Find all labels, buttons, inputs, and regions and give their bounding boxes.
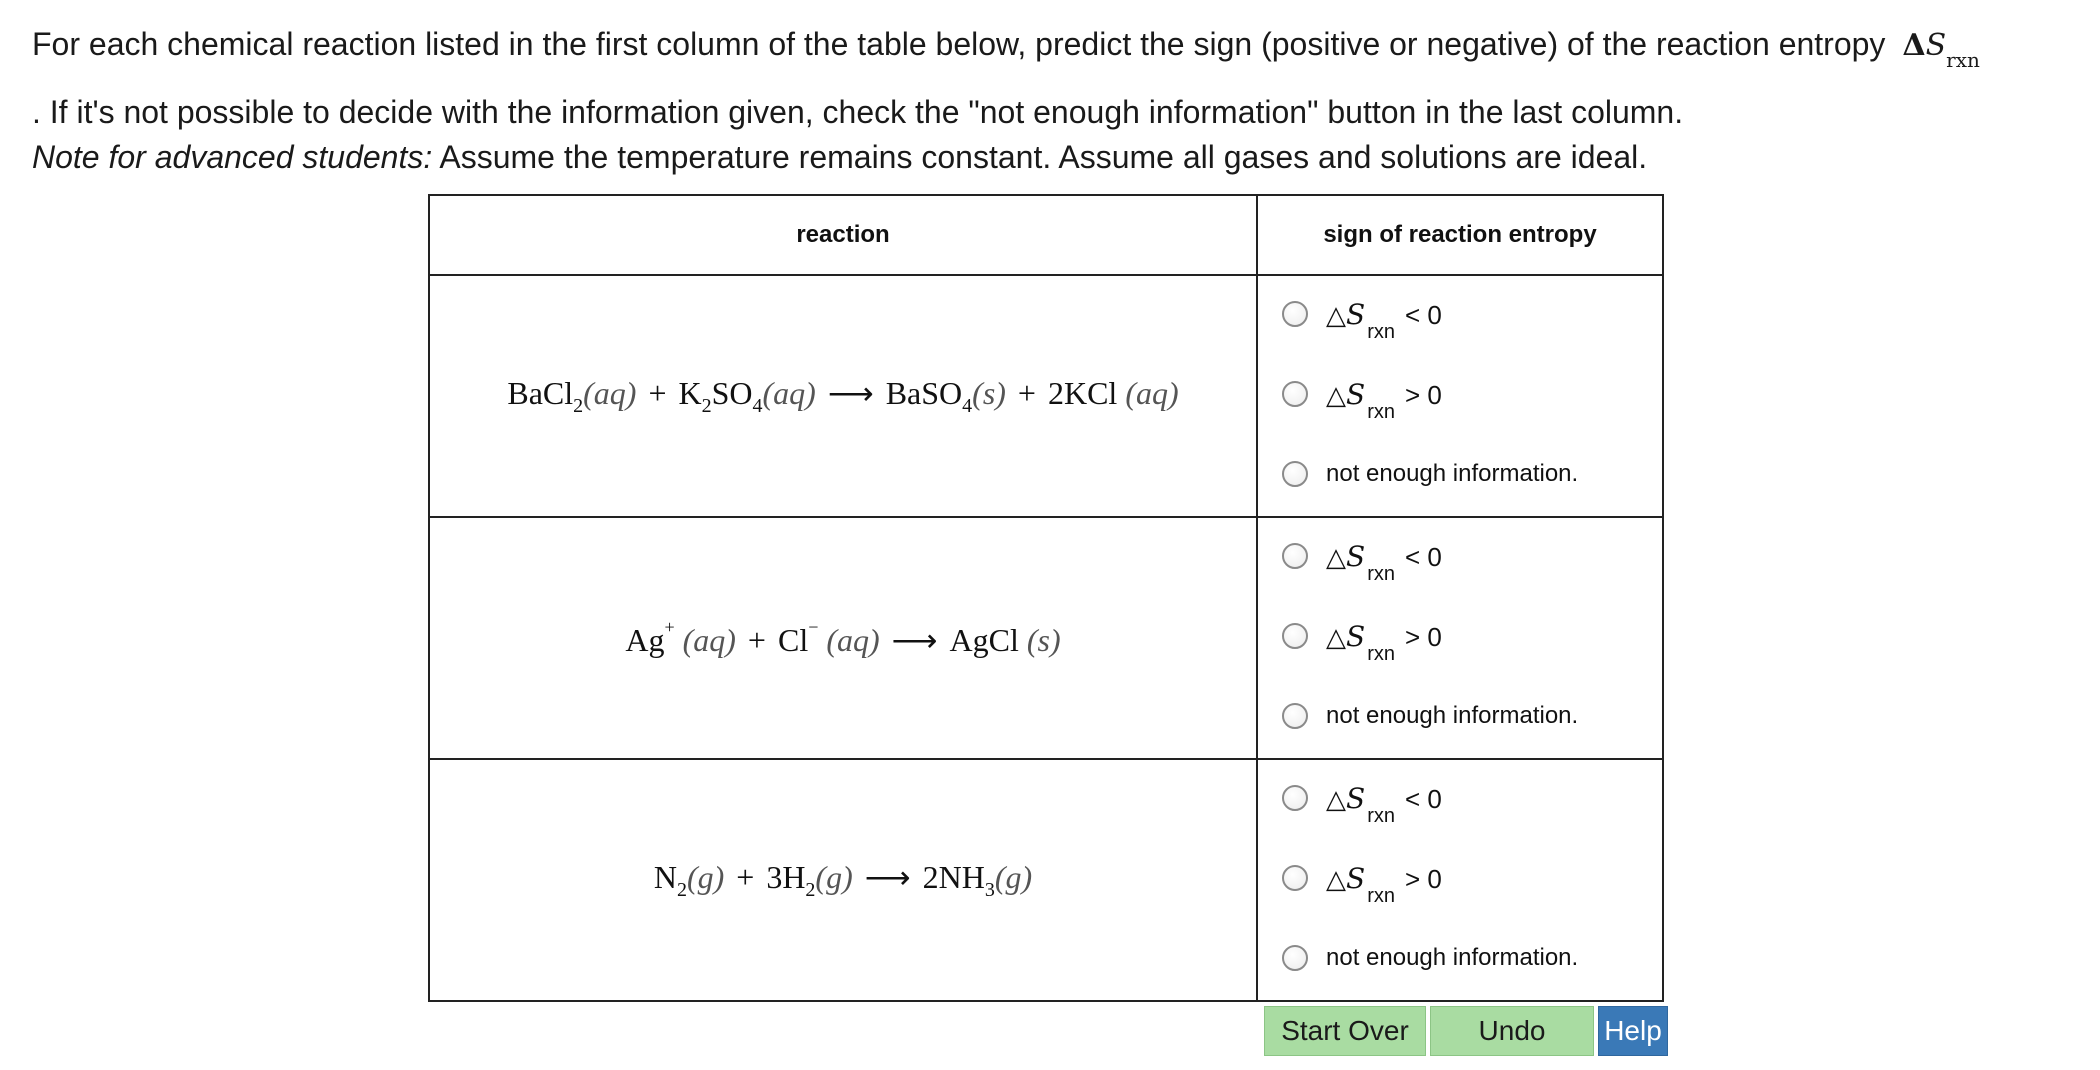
reaction-equation-1: BaCl$_2$(aq) + $K_2SO_4(aq)$ ⟶ BaSO$_4$(s) + 2KCl (aq) <box>507 375 1179 417</box>
options-cell-2 <box>1257 517 1663 759</box>
reaction-equation-2: Ag+ (aq) + Cl− (aq) ⟶ AgCl (s) <box>625 617 1061 658</box>
instructions-line2: . If it's not possible to decide with the information given, check the "not enough information" button in the last column. <box>32 94 1684 130</box>
reaction-cell-3 <box>429 759 1257 1001</box>
radio-button[interactable] <box>1282 381 1308 407</box>
help-button[interactable]: Help <box>1598 1006 1668 1056</box>
radio-button[interactable] <box>1282 543 1308 569</box>
delta-s-rxn-symbol: $\Delta S_{rxn}$ <box>1902 28 1980 72</box>
option-positive-3[interactable]: $\triangle S_{rxn}> 0$ <box>1282 858 1442 898</box>
advanced-note <box>32 132 1647 182</box>
options-cell-1 <box>1257 275 1663 517</box>
options-cell-3 <box>1257 759 1663 1001</box>
reaction-cell-2 <box>429 517 1257 759</box>
reaction-table <box>428 194 1664 1002</box>
option-negative-1[interactable]: $\triangle S_{rxn}< 0$ <box>1282 294 1442 334</box>
radio-button[interactable] <box>1282 301 1308 327</box>
option-not-enough-1[interactable]: not enough information. <box>1282 454 1578 494</box>
radio-button[interactable] <box>1282 785 1308 811</box>
instructions-line1: For each chemical reaction listed in the first column of the table below, predict the sign (positive or negative) of the reaction entropy <box>32 26 1886 62</box>
option-negative-3[interactable]: $\triangle S_{rxn}< 0$ <box>1282 778 1442 818</box>
header-reaction: reaction <box>429 195 1257 275</box>
undo-button[interactable]: Undo <box>1430 1006 1594 1056</box>
radio-button[interactable] <box>1282 703 1308 729</box>
start-over-button[interactable]: Start Over <box>1264 1006 1426 1056</box>
option-not-enough-3[interactable]: not enough information. <box>1282 938 1578 978</box>
option-positive-2[interactable]: $\triangle S_{rxn}> 0$ <box>1282 616 1442 656</box>
note-label: Note for advanced students: <box>32 139 433 175</box>
table-row <box>429 517 1663 759</box>
table-row <box>429 275 1663 517</box>
note-text: Assume the temperature remains constant. Assume all gases and solutions are ideal. <box>432 139 1648 175</box>
table-row <box>429 759 1663 1001</box>
option-negative-2[interactable]: $\triangle S_{rxn}< 0$ <box>1282 536 1442 576</box>
option-not-enough-2[interactable]: not enough information. <box>1282 696 1578 736</box>
radio-button[interactable] <box>1282 945 1308 971</box>
radio-button[interactable] <box>1282 461 1308 487</box>
header-sign: sign of reaction entropy <box>1257 195 1663 275</box>
instructions <box>32 18 2072 138</box>
radio-button[interactable] <box>1282 623 1308 649</box>
option-positive-1[interactable]: $\triangle S_{rxn}> 0$ <box>1282 374 1442 414</box>
reaction-cell-1 <box>429 275 1257 517</box>
reaction-equation-3: $N_2(g) + 3H_2(g)$ ⟶ $2NH_3(g)$ <box>653 859 1033 901</box>
radio-button[interactable] <box>1282 865 1308 891</box>
